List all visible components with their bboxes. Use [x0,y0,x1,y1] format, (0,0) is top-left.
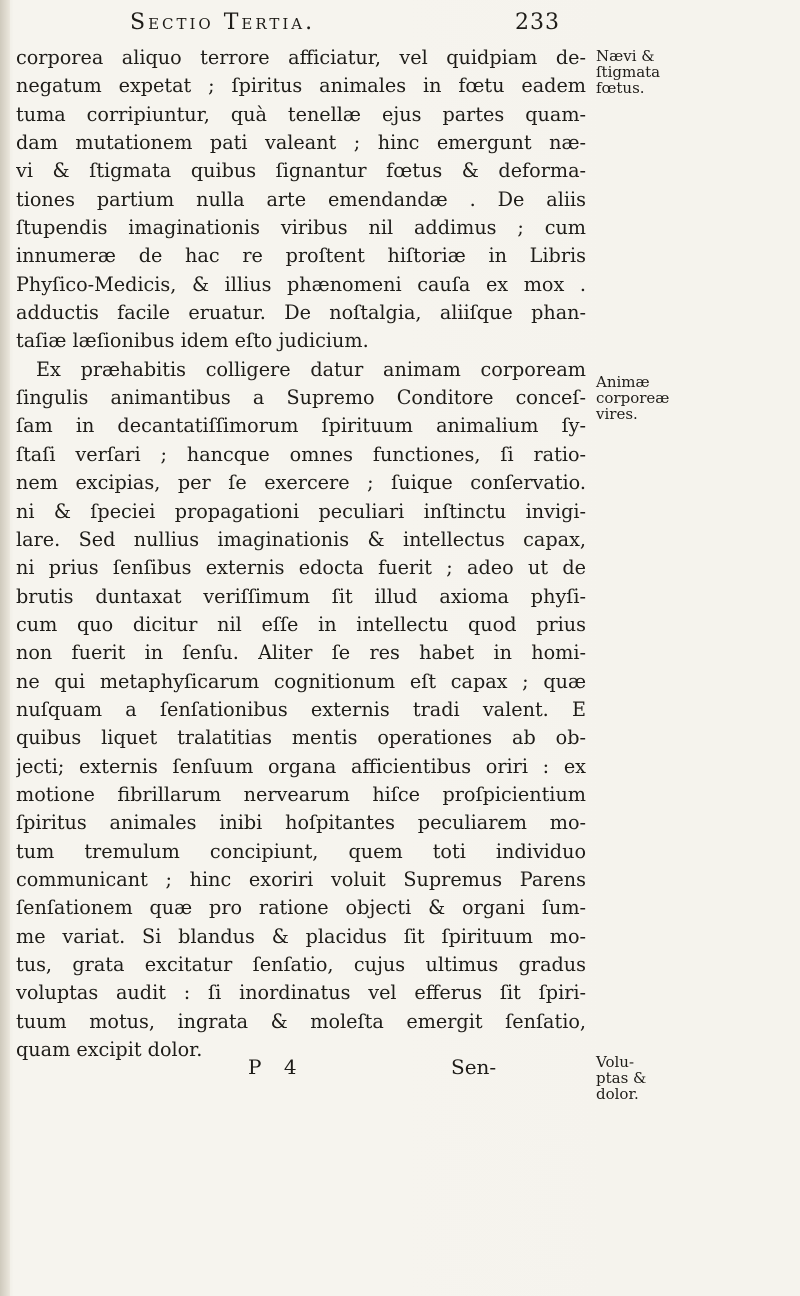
margin-note [596,48,660,96]
signature-mark: P 4 [248,1055,305,1079]
text-line: ni & ſpeciei propagationi peculiari inſtinctu invigi- [16,499,586,523]
text-line: tus, grata excitatur ſenſatio, cujus ultimus gradus [16,953,586,976]
margin-note-line: Nævi & [596,47,655,65]
text-line: jecti; externis ſenſuum organa afficientibus oriri : ex [16,754,586,778]
margin-note-line: vires. [596,405,638,423]
margin-note-line: Volu- [596,1053,635,1071]
text-line: adductis facile eruatur. De noſtalgia, aliiſque phan- [16,301,586,325]
text-line: non fuerit in ſenſu. Aliter ſe res habet in homi- [16,641,586,665]
text-line: ni prius ſenſibus externis edocta fuerit ; adeo ut de [16,556,586,580]
text-line: Ex præhabitis colligere datur animam corpoream [36,357,586,381]
text-line: tuum motus, ingrata & moleſta emergit ſenſatio, [16,1009,586,1033]
text-line: quam excipit dolor. [16,1038,203,1062]
text-line: vi & ſtigmata quibus ſignantur fœtus & deforma- [16,159,586,183]
body-text [16,44,586,1064]
text-line: quibus liquet tralatitias mentis operationes ab ob- [16,726,586,750]
text-line: negatum expetat ; ſpiritus animales in fœtu eadem [16,74,586,98]
text-line: brutis duntaxat veriſſimum ſit illud axioma phyſi- [16,584,586,608]
margin-note-line: dolor. [596,1085,639,1103]
margin-note-line: Animæ [596,373,650,391]
text-line: tiones partium nulla arte emendandæ . De aliis [16,187,586,211]
text-line: innumeræ de hac re proſtent hiſtoriæ in Libris [16,244,586,268]
page-gutter [0,0,10,1296]
text-line: motione fibrillarum nervearum hiſce proſpicientium [16,782,586,806]
text-line: ſingulis animantibus a Supremo Conditore conceſ- [16,386,586,410]
running-title: Sectio Tertia. [130,10,316,35]
margin-note-line: ſtigmata [596,63,661,81]
text-line: ſam in decantatiſſimorum ſpirituum animalium ſy- [16,414,586,438]
text-line: tum tremulum concipiunt, quem toti individuo [16,839,586,863]
margin-note [596,374,669,422]
margin-note-line: ptas & [596,1069,647,1087]
text-line: ſpiritus animales inibi hoſpitantes peculiarem mo- [16,811,586,835]
text-line: dam mutationem pati valeant ; hinc emergunt næ- [16,131,586,155]
text-line: corporea aliquo terrore afficiatur, vel quidpiam de- [16,46,586,69]
text-line: nuſquam a ſenſationibus externis tradi valent. E [16,697,586,721]
text-line: nem excipias, per ſe exercere ; ſuique conſervatio. [16,471,586,495]
page-number: 233 [515,10,560,35]
text-line: voluptas audit : ſi inordinatus vel efferus ſit ſpiri- [16,981,586,1005]
text-line: me variat. Si blandus & placidus ſit ſpirituum mo- [16,924,586,948]
text-line: ſtaſi verſari ; hancque omnes functiones, ſi ratio- [16,442,586,466]
text-line: ne qui metaphyſicarum cognitionum eſt capax ; quæ [16,669,586,693]
catchword: Sen- [451,1055,497,1079]
text-line: communicant ; hinc exoriri voluit Supremus Parens [16,867,586,891]
text-line: ſenſationem quæ pro ratione objecti & organi ſum- [16,896,586,920]
text-line: tuma corripiuntur, quà tenellæ ejus partes quam- [16,102,586,126]
text-line: taſiæ læſionibus idem eſto judicium. [16,329,369,353]
margin-note [596,1054,646,1102]
text-line: lare. Sed nullius imaginationis & intellectus capax, [16,527,586,551]
margin-note-line: fœtus. [596,79,645,97]
margin-note-line: corporeæ [596,389,670,407]
text-line: Phyſico-Medicis, & illius phænomeni cauſa ex mox . [16,272,586,296]
text-line: cum quo dicitur nil eſſe in intellectu quod prius [16,612,586,636]
text-line: ſtupendis imaginationis viribus nil addimus ; cum [16,216,586,240]
